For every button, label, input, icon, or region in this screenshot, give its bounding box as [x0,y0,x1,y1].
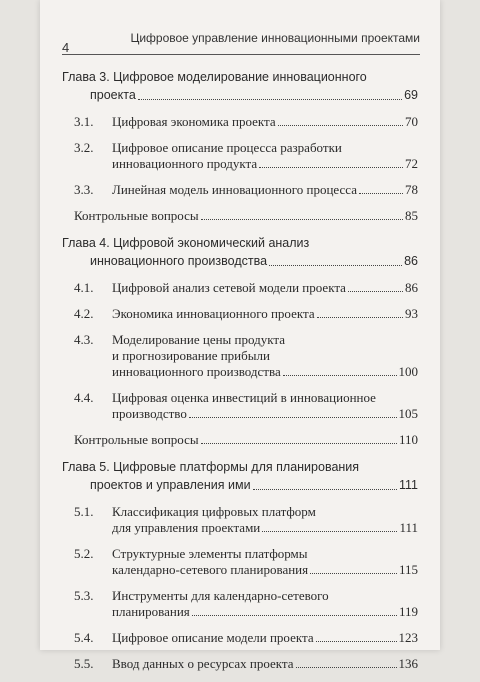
section-number: 3.3. [74,182,94,197]
section-body [112,588,418,620]
section-title-line: Классификация цифровых платформ [112,504,316,519]
section-number: 3.2. [74,140,94,155]
dot-leader [316,641,397,642]
section-title-last-line [112,630,418,646]
section-number: 4.3. [74,332,94,347]
section-number: 4.1. [74,280,94,295]
section-body [112,182,418,198]
chapter-title-line2 [62,476,418,494]
chapter-page-number: 69 [404,88,418,102]
section-number: 4.2. [74,306,94,321]
section-body [112,306,418,322]
section-title-last-line [112,562,418,578]
section-title-line: Цифровая оценка инвестиций в инновационное [112,390,376,405]
section-page-number: 105 [398,406,418,421]
chapter-title-line2 [62,252,418,270]
section-title-last-line [112,520,418,536]
chapter-page-number: 111 [398,478,418,492]
section-number: 5.1. [74,504,94,519]
section-page-number: 70 [405,114,418,129]
section-title-text: Цифровой анализ сетевой модели проекта [112,280,346,295]
section-page-number: 119 [398,604,418,619]
section-title-last-line [112,280,418,296]
section-title-text: Контрольные вопросы [74,432,199,447]
section-body [112,332,418,380]
section-body [112,114,418,130]
section-page-number: 93 [405,306,418,321]
toc-section[interactable] [62,332,418,380]
section-page-number: 111 [399,520,418,535]
section-title-last-line [112,656,418,672]
toc-section[interactable] [62,630,418,646]
dot-leader [259,167,403,168]
chapter-title-line1: Глава 3. Цифровое моделирование инновационного [62,70,367,84]
dot-leader [262,531,397,532]
chapter-title-line2 [62,86,418,104]
running-title: Цифровое управление инновационными проектами [130,31,420,45]
section-title-last-line [112,306,418,322]
section-title-text: производство [112,406,187,421]
dot-leader [348,291,403,292]
section-body [112,504,418,536]
section-title-text: Цифровое описание модели проекта [112,630,314,645]
section-body [112,630,418,646]
section-title-text: календарно-сетевого планирования [112,562,309,577]
section-body [112,546,418,578]
section-title-text: Ввод данных о ресурсах проекта [112,656,294,671]
dot-leader [283,375,397,376]
section-title-line: Структурные элементы платформы [112,546,308,561]
toc-section[interactable] [62,656,418,672]
book-page [40,0,440,671]
section-number: 4.4. [74,390,94,405]
dot-leader [192,615,397,616]
section-title-last-line [112,604,418,620]
section-body [62,432,418,448]
dot-leader [189,417,397,418]
section-title-text: Цифровая экономика проекта [112,114,276,129]
page-number: 4 [62,40,70,55]
header-rule [62,54,420,55]
chapter-title-text: проекта [90,88,136,102]
section-page-number: 86 [405,280,418,295]
section-title-text: для управления проектами [112,520,261,535]
section-page-number: 85 [405,208,418,223]
section-title-text: инновационного производства [112,364,281,379]
section-number: 5.5. [74,656,94,671]
dot-leader [138,99,402,100]
toc-chapter[interactable] [62,68,418,104]
section-body [112,390,418,422]
section-title-line: Моделирование цены продукта [112,332,285,347]
section-page-number: 72 [405,156,418,171]
toc-chapter[interactable] [62,234,418,270]
dot-leader [359,193,403,194]
chapter-title-text: проектов и управления ими [90,478,251,492]
section-body [112,140,418,172]
toc-review-questions[interactable] [62,208,418,224]
section-title-text: Линейная модель инновационного процесса [112,182,357,197]
toc-section[interactable] [62,114,418,130]
section-title-last-line [112,156,418,172]
section-number: 5.4. [74,630,94,645]
section-title-text: Контрольные вопросы [74,208,199,223]
section-body [112,656,418,672]
section-title-last-line [74,432,418,448]
chapter-title-text: инновационного производства [90,254,268,268]
dot-leader [310,573,397,574]
toc-section[interactable] [62,280,418,296]
section-title-line: Цифровое описание процесса разработки [112,140,342,155]
section-title-text: инновационного продукта [112,156,258,171]
section-title-line: и прогнозирование прибыли [112,348,270,363]
toc-section[interactable] [62,588,418,620]
section-page-number: 115 [398,562,418,577]
chapter-page-number: 86 [404,254,418,268]
section-page-number: 110 [398,432,418,447]
section-title-last-line [74,208,418,224]
dot-leader [269,265,402,266]
toc-chapter[interactable] [62,458,418,494]
section-page-number: 123 [398,630,418,645]
section-page-number: 136 [398,656,418,671]
section-title-last-line [112,182,418,198]
dot-leader [278,125,403,126]
toc-section[interactable] [62,390,418,422]
chapter-title-line1: Глава 5. Цифровые платформы для планирования [62,460,360,474]
section-number: 3.1. [74,114,94,129]
dot-leader [253,489,397,490]
section-title-last-line [112,114,418,130]
dot-leader [201,443,397,444]
section-body [112,280,418,296]
toc-section[interactable] [62,182,418,198]
toc-section[interactable] [62,140,418,172]
section-number: 5.3. [74,588,94,603]
dot-leader [317,317,403,318]
toc-section[interactable] [62,306,418,322]
table-of-contents [62,68,418,682]
section-title-last-line [112,364,418,380]
section-title-text: Экономика инновационного проекта [112,306,315,321]
toc-section[interactable] [62,504,418,536]
section-page-number: 100 [398,364,418,379]
section-page-number: 78 [405,182,418,197]
section-body [62,208,418,224]
section-title-line: Инструменты для календарно-сетевого [112,588,329,603]
dot-leader [201,219,403,220]
section-title-last-line [112,406,418,422]
toc-review-questions[interactable] [62,432,418,448]
dot-leader [296,667,397,668]
chapter-title-line1: Глава 4. Цифровой экономический анализ [62,236,310,250]
section-title-text: планирования [112,604,190,619]
toc-section[interactable] [62,546,418,578]
section-number: 5.2. [74,546,94,561]
